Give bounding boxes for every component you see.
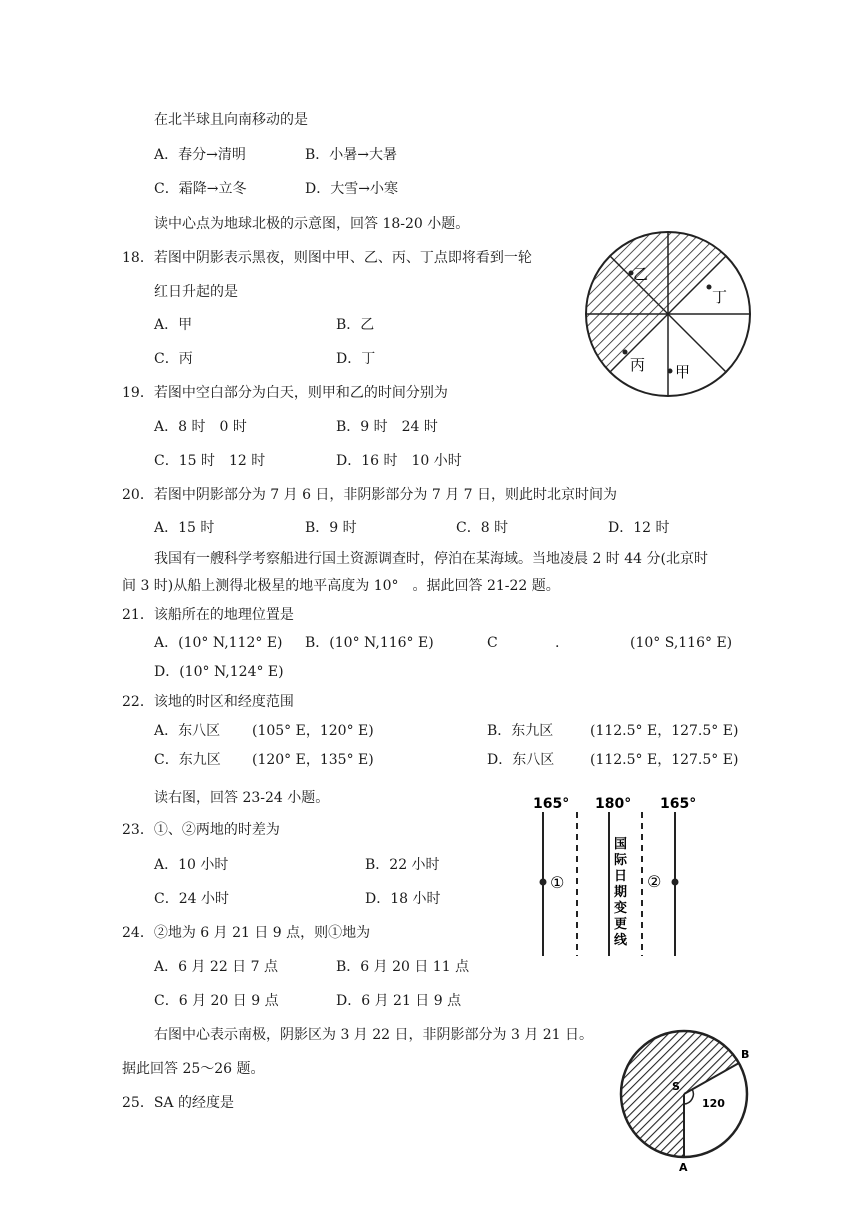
point-b-label: B xyxy=(741,1048,750,1061)
q24-stem: 24．②地为 6 月 21 日 9 点，则①地为 xyxy=(122,925,371,941)
read-instruction-2: 读右图，回答 23-24 小题。 xyxy=(154,790,330,806)
q20-option-a: A．15 时 xyxy=(154,520,215,536)
q21-option-c-dot: . xyxy=(555,635,560,651)
q20-option-d: D．12 时 xyxy=(608,520,670,536)
q22-option-b-zone: B．东九区 xyxy=(487,723,554,739)
q23-stem: 23．①、②两地的时差为 xyxy=(122,822,280,838)
point-2-label: ② xyxy=(647,872,662,891)
idl-char-1: 国 xyxy=(614,837,628,852)
q17-option-c: C．霜降→立冬 xyxy=(154,181,247,197)
q22-option-a-range: (105° E，120° E) xyxy=(252,723,374,739)
point-a-label: A xyxy=(679,1161,688,1174)
paragraph-south-pole-line2: 据此回答 25～26 题。 xyxy=(122,1061,265,1077)
q19-option-d: D．16 时 10 小时 xyxy=(336,453,462,469)
q23-option-b: B．22 小时 xyxy=(365,857,440,873)
q18-stem-line1: 18．若图中阴影表示黑夜，则图中甲、乙、丙、丁点即将看到一轮 xyxy=(122,250,532,266)
q17-option-b: B．小暑→大暑 xyxy=(305,147,398,163)
label-180: 180° xyxy=(595,796,632,812)
q22-option-d-zone: D．东八区 xyxy=(487,752,555,768)
q24-option-a: A．6 月 22 日 7 点 xyxy=(154,959,278,975)
shaded-sector-lower-left xyxy=(586,314,668,372)
q25-stem: 25．SA 的经度是 xyxy=(122,1095,234,1111)
idl-char-3: 日 xyxy=(614,869,628,884)
q19-option-a: A．8 时 0 时 xyxy=(154,419,247,435)
q19-stem: 19．若图中空白部分为白天，则甲和乙的时间分别为 xyxy=(122,385,448,401)
label-bing: 丙 xyxy=(630,356,646,374)
q22-option-a-zone: A．东八区 xyxy=(154,723,221,739)
q20-stem: 20．若图中阴影部分为 7 月 6 日，非阴影部分为 7 月 7 日，则此时北京时间为 xyxy=(122,487,618,503)
q18-option-d: D．丁 xyxy=(336,351,376,367)
q17-option-d: D．大雪→小寒 xyxy=(305,181,398,197)
paragraph-south-pole-line1: 右图中心表示南极，阴影区为 3 月 22 日，非阴影部分为 3 月 21 日。 xyxy=(154,1027,594,1043)
label-165-right: 165° xyxy=(660,796,697,812)
q19-option-c: C．15 时 12 时 xyxy=(154,453,266,469)
q20-option-b: B．9 时 xyxy=(305,520,357,536)
q22-option-c-range: (120° E，135° E) xyxy=(252,752,374,768)
q21-option-b: B．(10° N,116° E) xyxy=(305,635,434,651)
idl-char-4: 期 xyxy=(614,885,628,900)
paragraph-ship-line1: 我国有一艘科学考察船进行国土资源调查时，停泊在某海域。当地凌晨 2 时 44 分(北京时 xyxy=(154,551,708,567)
q21-option-c-value: (10° S,116° E) xyxy=(630,635,733,651)
q23-option-d: D．18 小时 xyxy=(365,891,441,907)
label-jia: 甲 xyxy=(675,363,691,381)
date-line-diagram xyxy=(525,790,715,960)
north-pole-diagram xyxy=(584,230,752,398)
intro-text: 在北半球且向南移动的是 xyxy=(154,112,308,128)
label-165-left: 165° xyxy=(533,796,570,812)
label-ding: 丁 xyxy=(712,288,728,306)
q18-option-c: C．丙 xyxy=(154,351,193,367)
q18-stem-line2: 红日升起的是 xyxy=(154,284,238,300)
q22-option-c-zone: C．东九区 xyxy=(154,752,221,768)
q23-option-a: A．10 小时 xyxy=(154,857,229,873)
q18-option-a: A．甲 xyxy=(154,317,193,333)
q19-option-b: B．9 时 24 时 xyxy=(336,419,438,435)
point-1-label: ① xyxy=(550,873,565,892)
south-pole-diagram xyxy=(612,1030,762,1190)
label-yi: 乙 xyxy=(633,265,649,283)
center-s-label: S xyxy=(672,1080,680,1093)
idl-char-5: 变 xyxy=(614,901,628,916)
q20-option-c: C．8 时 xyxy=(456,520,509,536)
idl-char-7: 线 xyxy=(614,933,628,948)
angle-label: 120 xyxy=(702,1097,725,1110)
q24-option-d: D．6 月 21 日 9 点 xyxy=(336,993,462,1009)
q17-option-a: A．春分→清明 xyxy=(154,147,246,163)
idl-char-2: 际 xyxy=(614,853,628,868)
q21-option-d: D．(10° N,124° E) xyxy=(154,664,284,680)
q24-option-c: C．6 月 20 日 9 点 xyxy=(154,993,279,1009)
q21-stem: 21．该船所在的地理位置是 xyxy=(122,607,294,623)
q23-option-c: C．24 小时 xyxy=(154,891,229,907)
q21-option-a: A．(10° N,112° E) xyxy=(154,635,283,651)
idl-char-6: 更 xyxy=(614,917,628,932)
q18-option-b: B．乙 xyxy=(336,317,375,333)
q21-option-c-letter: C xyxy=(487,635,498,651)
q22-option-d-range: (112.5° E，127.5° E) xyxy=(590,752,739,768)
q24-option-b: B．6 月 20 日 11 点 xyxy=(336,959,470,975)
q22-option-b-range: (112.5° E，127.5° E) xyxy=(590,723,739,739)
paragraph-ship-line2: 间 3 时)从船上测得北极星的地平高度为 10° 。据此回答 21-22 题。 xyxy=(122,578,560,594)
read-instruction-1: 读中心点为地球北极的示意图，回答 18-20 小题。 xyxy=(154,216,470,232)
q22-stem: 22．该地的时区和经度范围 xyxy=(122,694,294,710)
